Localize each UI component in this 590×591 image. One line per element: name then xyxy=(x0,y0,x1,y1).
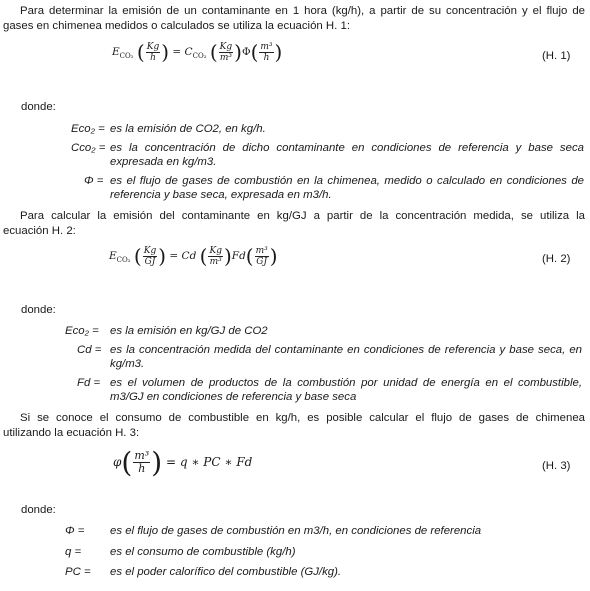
definition-text: es la emisión de CO2, en kg/h. xyxy=(110,123,266,135)
equation-label-h3: (H. 3) xyxy=(542,460,571,472)
definition-symbol: Eco₂ = xyxy=(71,123,105,135)
paragraph-line: Para determinar la emisión de un contaminante en 1 hora (kg/h), a partir de su concentración y el flujo de xyxy=(20,5,585,17)
paragraph-line: Si se conoce el consumo de combustible en kg/h, es posible calcular el flujo de gases de chimenea xyxy=(20,412,585,424)
definition-symbol: Φ = xyxy=(65,525,85,537)
definition-text: kg/m3. xyxy=(110,357,145,370)
donde-label: donde: xyxy=(21,101,56,113)
definition-text: es el consumo de combustible (kg/h) xyxy=(110,546,296,558)
definition-symbol: Fd = xyxy=(77,377,101,389)
definition-symbol: Cco₂ = xyxy=(71,142,106,154)
paragraph-line: gases en chimenea medidos o calculados se utiliza la ecuación H. 1: xyxy=(3,20,350,32)
intro-paragraph-3 xyxy=(3,411,585,441)
equation-h3: φ( $\frac{\text{m³}}{h}$ ) = q ∗ PC ∗ Fd xyxy=(113,446,253,479)
definition-text: es el flujo de gases de combustión en m3/h, en condiciones de referencia xyxy=(110,525,482,537)
intro-paragraph-1 xyxy=(3,4,585,34)
equation-h2: $E_{CO_2}$ ( $\frac{Kg}{GJ}$ ) = Cd ( $\frac{Kg}{\text{m³}}$ )Fd( $\frac{\text{m³}}{GJ}$ ) xyxy=(109,244,278,268)
definition-text: es el poder calorífico del combustible (GJ/kg). xyxy=(110,566,342,578)
equation-label-h1: (H. 1) xyxy=(542,50,571,62)
paragraph-line: ecuación H. 2: xyxy=(3,225,76,237)
equation-h1: $E_{CO_2}$ ( $\frac{Kg}{h}$ ) = $C_{CO_2}$ ( $\frac{Kg}{\text{m³}}$ )Φ( $\frac{\text{m³}}{h}$ ) xyxy=(112,40,283,64)
equation-label-h2: (H. 2) xyxy=(542,253,571,265)
definition-symbol: Eco₂ = xyxy=(65,325,99,337)
definition-text: referencia y base seca, expresada en m3/h. xyxy=(110,188,332,201)
definition-symbol: Cd = xyxy=(77,344,102,356)
definition-symbol: q = xyxy=(65,546,82,558)
definition-text: es la concentración de dicho contaminante en condiciones de referencia y base seca xyxy=(110,142,584,154)
definition-symbol: Φ = xyxy=(84,175,104,187)
definition-text: es la concentración medida del contaminante en condiciones de referencia y base seca, en xyxy=(110,344,582,356)
paragraph-line: Para calcular la emisión del contaminante en kg/GJ a partir de la concentración medida, se utiliza la xyxy=(20,210,585,222)
definition-symbol: PC = xyxy=(65,566,91,578)
definition-text: es el flujo de gases de combustión en la chimenea, medido o calculado en condiciones de xyxy=(110,175,584,187)
paragraph-line: utilizando la ecuación H. 3: xyxy=(3,427,140,439)
definition-text: expresada en kg/m3. xyxy=(110,155,217,168)
definition-text: es la emisión en kg/GJ de CO2 xyxy=(110,325,268,337)
definition-text: es el volumen de productos de la combustión por unidad de energía en el combustible, xyxy=(110,377,582,389)
donde-label: donde: xyxy=(21,304,56,316)
intro-paragraph-2 xyxy=(3,209,585,239)
donde-label: donde: xyxy=(21,504,56,516)
definition-text: m3/GJ en condiciones de referencia y base seca xyxy=(110,390,357,403)
